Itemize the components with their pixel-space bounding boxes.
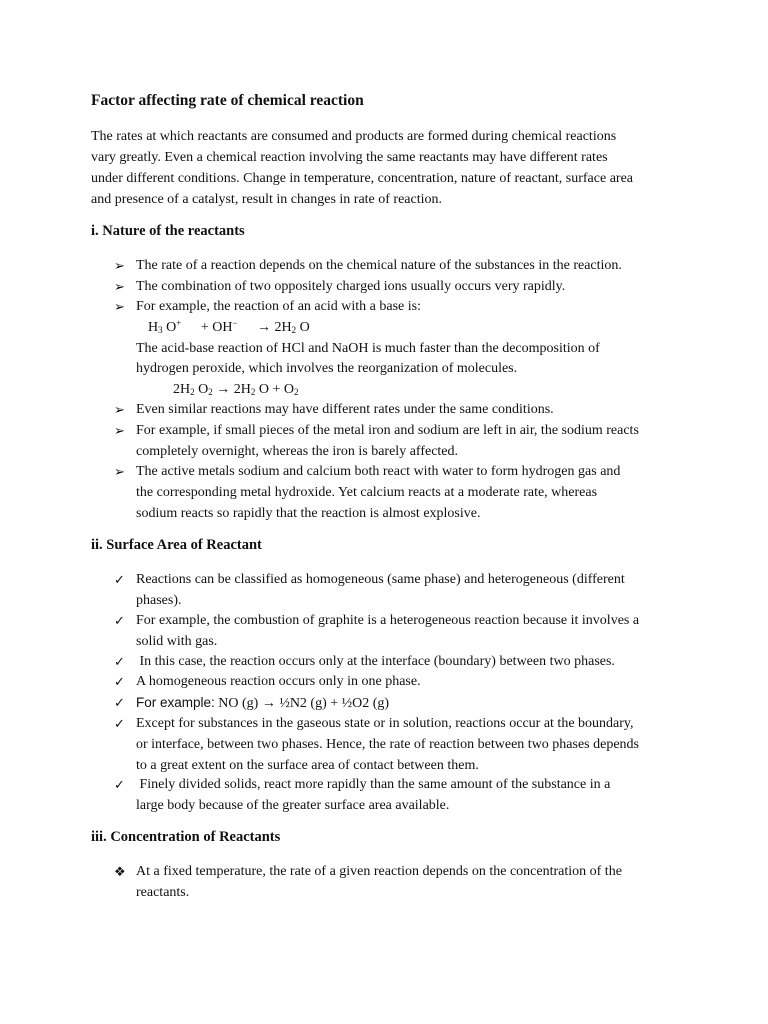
continuation-line: The acid-base reaction of HCl and NaOH is much faster than the decomposition of	[136, 341, 600, 356]
intro-paragraph	[91, 126, 691, 210]
list-item-text	[136, 713, 696, 776]
page-title: Factor affecting rate of chemical reaction	[91, 92, 364, 109]
eq-part: O	[296, 320, 310, 335]
intro-line: and presence of a catalyst, result in changes in rate of reaction.	[91, 192, 443, 207]
eq-part: → 2H	[257, 320, 292, 335]
checkmark-bullet-icon: ✓	[114, 572, 125, 587]
eq-part: → 2H	[212, 382, 251, 397]
list-item-text	[136, 461, 696, 524]
eq-subscript: 2	[294, 387, 299, 397]
list-item-text	[136, 692, 696, 714]
section-heading-nature: i. Nature of the reactants	[91, 223, 245, 239]
text-line: completely overnight, whereas the iron is barely affected.	[136, 444, 459, 459]
arrow-bullet-icon: ➢	[114, 423, 125, 438]
eq-subscript: 3	[158, 325, 163, 335]
text-line: phases).	[136, 593, 182, 608]
arrow-bullet-icon: ➢	[114, 279, 125, 294]
eq-part: 2H	[173, 382, 191, 397]
checkmark-bullet-icon: ✓	[114, 613, 125, 628]
list-item-text	[136, 671, 696, 692]
list-item-text	[136, 610, 696, 652]
text-line: A homogeneous reaction occurs only in one phase.	[136, 674, 421, 689]
text-line: solid with gas.	[136, 634, 218, 649]
section-heading-surface-area: ii. Surface Area of Reactant	[91, 537, 262, 553]
list-item-text	[136, 255, 696, 276]
list-item-text	[136, 399, 696, 420]
checkmark-bullet-icon: ✓	[114, 716, 125, 731]
eq-subscript: 2	[190, 387, 195, 397]
intro-line: under different conditions. Change in temperature, concentration, nature of reactant, surface area	[91, 171, 633, 186]
eq-subscript: 2	[250, 387, 256, 397]
diamond-bullet-icon: ❖	[114, 864, 126, 879]
eq-subscript: 2	[291, 325, 297, 335]
intro-line: The rates at which reactants are consumed and products are formed during chemical reactions	[91, 129, 617, 144]
text-line	[136, 692, 696, 714]
text-line: Reactions can be classified as homogeneous (same phase) and heterogeneous (different	[136, 572, 625, 587]
eq-part: O	[194, 382, 209, 397]
checkmark-bullet-icon: ✓	[114, 654, 125, 669]
eq-superscript: −	[232, 318, 238, 328]
list-item-text	[136, 569, 696, 611]
list-item-text	[136, 296, 696, 317]
text-line: to a great extent on the surface area of contact between them.	[136, 758, 479, 773]
list-item-text	[136, 774, 696, 816]
list-item-text	[136, 861, 696, 903]
eq-part: H	[148, 320, 159, 335]
equation-peroxide	[173, 379, 299, 400]
eq-superscript: +	[176, 318, 182, 328]
list-item-text	[136, 420, 696, 462]
text-line: or interface, between two phases. Hence, the rate of reaction between two phases depends	[136, 737, 640, 752]
arrow-bullet-icon: ➢	[114, 464, 125, 479]
text-line: Except for substances in the gaseous state or in solution, reactions occur at the boundary,	[136, 716, 634, 731]
arrow-bullet-icon: ➢	[114, 258, 125, 273]
checkmark-bullet-icon: ✓	[114, 674, 125, 689]
eq-part: + OH	[200, 320, 233, 335]
list-item-text	[136, 276, 696, 297]
continuation-line: hydrogen peroxide, which involves the reorganization of molecules.	[136, 361, 518, 376]
text-line: the corresponding metal hydroxide. Yet calcium reacts at a moderate rate, whereas	[136, 485, 598, 500]
text-line: The rate of a reaction depends on the chemical nature of the substances in the reaction.	[136, 258, 622, 273]
text-line: reactants.	[136, 885, 190, 900]
checkmark-bullet-icon: ✓	[114, 777, 125, 792]
text-line: At a fixed temperature, the rate of a given reaction depends on the concentration of the	[136, 864, 622, 879]
intro-line: vary greatly. Even a chemical reaction involving the same reactants may have different rates	[91, 150, 608, 165]
example-equation: NO (g) → ½N2 (g) + ½O2 (g)	[214, 696, 390, 711]
eq-subscript: 2	[208, 387, 213, 397]
text-line: large body because of the greater surface area available.	[136, 798, 450, 813]
eq-part: O	[162, 320, 177, 335]
text-line: The active metals sodium and calcium both react with water to form hydrogen gas and	[136, 464, 621, 479]
text-line: For example, the reaction of an acid with a base is:	[136, 299, 421, 314]
eq-part: O + O	[255, 382, 294, 397]
text-line: For example, if small pieces of the metal iron and sodium are left in air, the sodium reacts	[136, 423, 639, 438]
text-line: The combination of two oppositely charged ions usually occurs very rapidly.	[136, 279, 566, 294]
arrow-bullet-icon: ➢	[114, 299, 125, 314]
text-line: In this case, the reaction occurs only at the interface (boundary) between two phases.	[136, 654, 615, 669]
section-heading-concentration: iii. Concentration of Reactants	[91, 829, 281, 845]
checkmark-bullet-icon: ✓	[114, 695, 125, 710]
text-line: For example, the combustion of graphite is a heterogeneous reaction because it involves a	[136, 613, 640, 628]
arrow-bullet-icon: ➢	[114, 402, 125, 417]
text-line: Even similar reactions may have different rates under the same conditions.	[136, 402, 554, 417]
example-label: For example:	[136, 695, 215, 710]
equation-acid-base	[148, 317, 310, 338]
text-line: Finely divided solids, react more rapidly than the same amount of the substance in a	[136, 777, 611, 792]
list-item-text	[136, 651, 696, 672]
text-line: sodium reacts so rapidly that the reaction is almost explosive.	[136, 506, 481, 521]
